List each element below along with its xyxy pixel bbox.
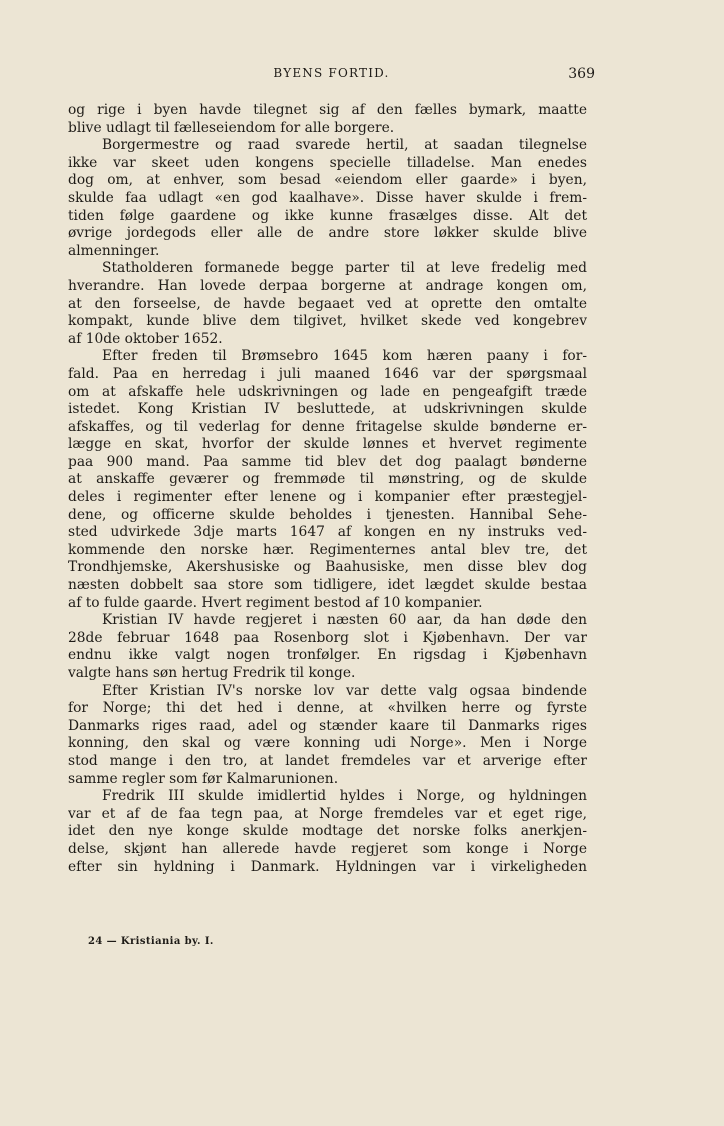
page-header (68, 66, 595, 86)
text-line: Efter Kristian IV's norske lov var dette valg ogsaa bindende (102, 682, 587, 699)
text-line: tiden følge gaardene og ikke kunne frasælges disse. Alt det (68, 207, 587, 224)
text-line: skulde faa udlagt «en god kaalhave». Disse haver skulde i frem- (68, 189, 587, 206)
text-line: sted udvirkede 3dje marts 1647 af kongen en ny instruks ved- (68, 524, 587, 541)
text-line: at den forseelse, de havde begaaet ved at oprette den omtalte (68, 295, 587, 312)
text-line: for Norge; thi det hed i denne, at «hvilken herre og fyrste (68, 700, 587, 717)
text-line: kommende den norske hær. Regimenternes antal blev tre, det (68, 541, 587, 558)
text-line: efter sin hyldning i Danmark. Hyldningen var i virkeligheden (68, 858, 587, 875)
text-line: kompakt, kunde blive dem tilgivet, hvilket skede ved kongebrev (68, 313, 587, 330)
text-line: afskaffes, og til vederlag for denne fritagelse skulde bønderne er- (68, 418, 587, 435)
text-line: øvrige jordegods eller alle de andre store løkker skulde blive (68, 225, 587, 242)
text-line: Kristian IV havde regjeret i næsten 60 aar, da han døde den (102, 612, 587, 629)
text-line: stod mange i den tro, at landet fremdeles var et arverige efter (68, 752, 587, 769)
text-line: konning, den skal og være konning udi Norge». Men i Norge (68, 735, 587, 752)
text-line: ikke var skeet uden kongens specielle tilladelse. Man enedes (68, 154, 587, 171)
text-line: istedet. Kong Kristian IV besluttede, at udskrivningen skulde (68, 401, 587, 418)
text-line: fald. Paa en herredag i juli maaned 1646 var der spørgsmaal (68, 365, 587, 382)
text-line: dene, og officerne skulde beholdes i tjenesten. Hannibal Sehe- (68, 506, 587, 523)
text-line: paa 900 mand. Paa samme tid blev det dog paalagt bønderne (68, 453, 587, 470)
text-line: Fredrik III skulde imidlertid hyldes i Norge, og hyldningen (102, 788, 587, 805)
text-line: 28de februar 1648 paa Rosenborg slot i Kjøbenhavn. Der var (68, 629, 587, 646)
text-line: Efter freden til Brømsebro 1645 kom hæren paany i for- (102, 348, 587, 365)
text-line: deles i regimenter efter lenene og i kompanier efter præstegjel- (68, 489, 587, 506)
text-line: samme regler som før Kalmarunionen. (68, 770, 339, 787)
text-line: var et af de faa tegn paa, at Norge fremdeles var et eget rige, (68, 805, 587, 822)
text-line: hverandre. Han lovede derpaa borgerne at andrage kongen om, (68, 277, 587, 294)
body-text (68, 102, 587, 876)
text-line: valgte hans søn hertug Fredrik til konge. (68, 665, 356, 681)
printer-signature: 24 — Kristiania by. I. (88, 936, 214, 947)
page-number: 369 (568, 66, 595, 82)
text-line: idet den nye konge skulde modtage det norske folks anerkjen- (68, 823, 587, 840)
text-line: at anskaffe geværer og fremmøde til mønstring, og de skulde (68, 471, 587, 488)
text-line: om at afskaffe hele udskrivningen og lade en pengeafgift træde (68, 383, 587, 400)
text-line: næsten dobbelt saa store som tidligere, idet lægdet skulde bestaa (68, 577, 587, 594)
text-line: dog om, at enhver, som besad «eiendom eller gaarde» i byen, (68, 172, 587, 189)
text-line: Danmarks riges raad, adel og stænder kaare til Danmarks riges (68, 717, 587, 734)
running-title: BYENS FORTID. (273, 66, 390, 80)
text-line: delse, skjønt han allerede havde regjeret som konge i Norge (68, 840, 587, 857)
text-line: lægge en skat, hvorfor der skulde lønnes et hvervet regimente (68, 436, 587, 453)
text-line: af 10de oktober 1652. (68, 330, 223, 347)
text-line: blive udlagt til fælleseiendom for alle borgere. (68, 119, 395, 136)
text-line: Statholderen formanede begge parter til at leve fredelig med (102, 260, 587, 277)
text-line: endnu ikke valgt nogen tronfølger. En rigsdag i Kjøbenhavn (68, 647, 587, 664)
text-line: Trondhjemske, Akershusiske og Baahusiske, men disse blev dog (68, 559, 587, 576)
text-line: Borgermestre og raad svarede hertil, at saadan tilegnelse (102, 137, 587, 154)
text-line: almenninger. (68, 242, 160, 259)
text-line: og rige i byen havde tilegnet sig af den fælles bymark, maatte (68, 102, 587, 118)
text-line: af to fulde gaarde. Hvert regiment bestod af 10 kompanier. (68, 594, 483, 611)
